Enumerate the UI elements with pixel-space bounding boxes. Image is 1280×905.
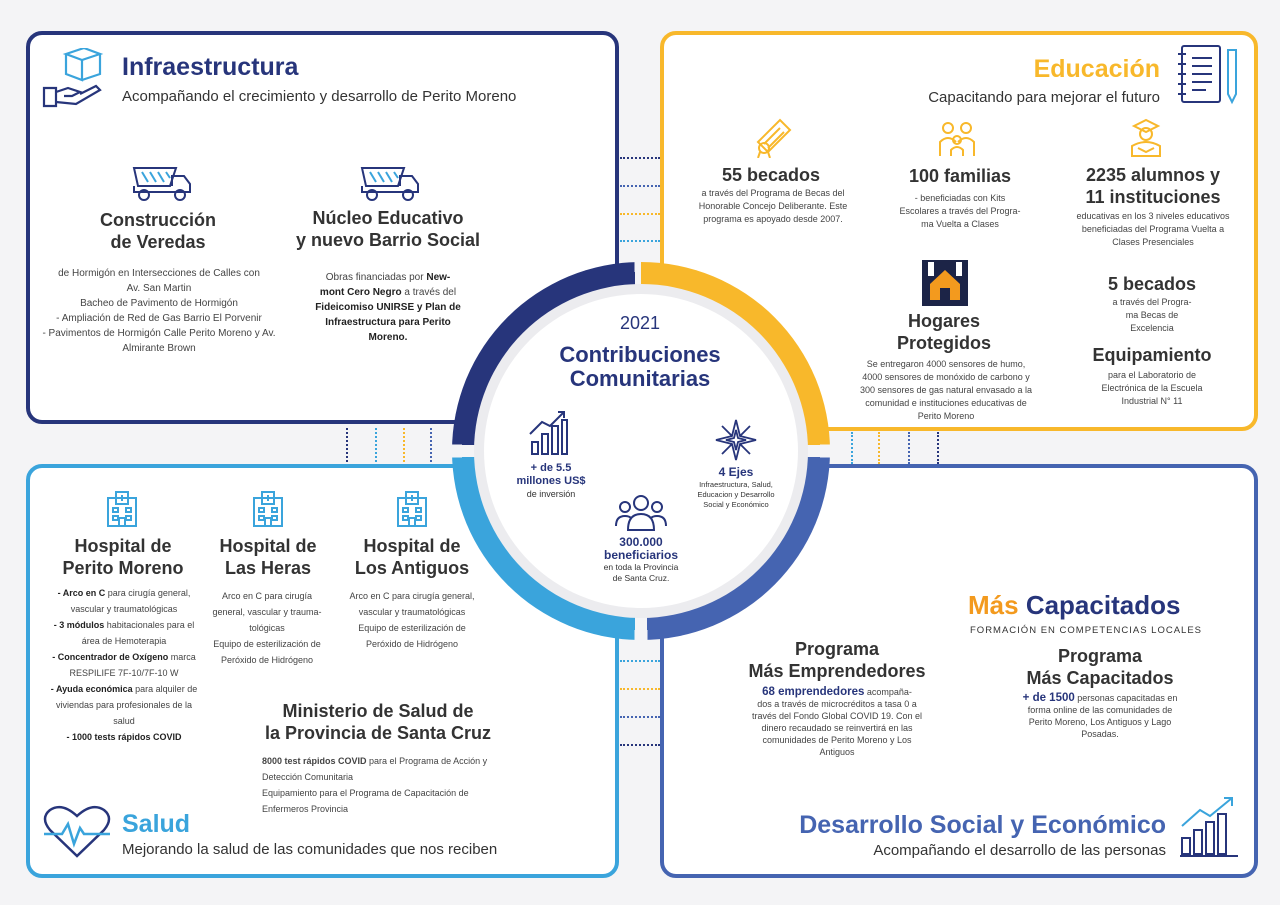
ministerio-text (262, 753, 522, 817)
text-bold: - Concentrador de Oxígeno (52, 652, 169, 662)
connector-dots (620, 213, 660, 215)
hospital-heras-heading (200, 535, 336, 579)
hospital-icon (394, 490, 430, 528)
text-run: marca (168, 652, 196, 662)
hospital-icon (250, 490, 286, 528)
people-group-icon (614, 494, 668, 532)
text-line: Escolares a través del Progra- (899, 206, 1021, 216)
text-bold: - 1000 tests rápidos COVID (66, 732, 182, 742)
ejes-stat (684, 464, 788, 510)
text-run: para el Programa de Acción y (366, 756, 488, 766)
center-title-2: Comunitarias (569, 366, 711, 391)
text-run: para cirugía general, (105, 588, 191, 598)
edu-title: Educación (1033, 55, 1160, 83)
text-line: Detección Comunitaria (262, 772, 354, 782)
text-line: dinero recaudado se reinvertirá en las (761, 723, 913, 733)
hospital-antiguos-text (336, 588, 488, 652)
text-line: Honorable Concejo Deliberante. Este (698, 201, 848, 211)
beneficiarios-stat (576, 536, 706, 584)
hogares-text (836, 358, 1056, 423)
heart-pulse-icon (42, 804, 112, 860)
text-line: de Hormigón en Intersecciones de Calles con (58, 268, 260, 279)
brand-word-1: Más (968, 590, 1019, 620)
text-run: viviendas para profesionales de la (55, 700, 193, 710)
programa-title-1: Programa (794, 639, 880, 659)
text-bold: - Arco en C (57, 588, 106, 598)
alumnos-heading (1060, 164, 1246, 208)
infra-subtitle: Acompañando el crecimiento y desarrollo de Perito Moreno (122, 88, 517, 105)
beneficiarios-line: en toda la Provincia (603, 562, 679, 572)
veredas-title-2: de Veredas (110, 232, 206, 252)
text-line: programa es apoyado desde 2007. (703, 214, 843, 224)
inversion-unit: millones US$ (516, 475, 586, 487)
hogares-title-1: Hogares (907, 311, 981, 331)
hogares-heading (874, 310, 1014, 354)
hospital-heras-text (194, 588, 340, 668)
center-title (520, 343, 760, 391)
box-hand-icon (42, 48, 104, 108)
connector-dots (620, 660, 660, 662)
hospital-antiguos-heading (344, 535, 480, 579)
nucleo-title-1: Núcleo Educativo (312, 208, 464, 228)
text-line: beneficiadas del Programa Vuelta a (1081, 224, 1225, 234)
text-line: ma Vuelta a Clases (921, 219, 999, 229)
family-icon (938, 120, 976, 158)
diploma-icon (752, 118, 794, 158)
programa-title-2: Más Capacitados (1026, 668, 1174, 688)
connector-dots (620, 716, 660, 718)
text-bold: 68 emprendedores (762, 686, 865, 698)
home-icon (922, 260, 968, 306)
connector-dots (851, 432, 853, 464)
text-line: a través del Programa de Becas del (701, 188, 845, 198)
text-line: Equipo de esterilización de (213, 639, 321, 649)
connector-dots (375, 428, 377, 462)
text-line: tológicas (249, 623, 285, 633)
text-line: Perito Moreno, Los Antiguos y Lago (1028, 717, 1172, 727)
text-line: Se entregaron 4000 sensores de humo, (866, 359, 1026, 369)
text-bold: Fideicomiso UNIRSE y Plan de (315, 302, 461, 313)
text-run: Obras financiadas por (325, 272, 427, 283)
nucleo-text (298, 270, 478, 345)
text-run: RESPILIFE 7F-10/7F-10 W (69, 668, 179, 678)
text-line: forma online de las comunidades de (1027, 705, 1173, 715)
center-title-1: Contribuciones (559, 342, 721, 367)
text-line: Posadas. (1081, 729, 1119, 739)
hogares-title-2: Protegidos (896, 333, 991, 353)
text-line: Av. San Martin (126, 283, 192, 294)
alumnos-title-2: 11 instituciones (1085, 187, 1221, 207)
alumnos-text (1060, 210, 1246, 249)
beneficiarios-line: de Santa Cruz. (612, 573, 670, 583)
social-title: Desarrollo Social y Económico (799, 811, 1166, 839)
ministerio-title-2: la Provincia de Santa Cruz (264, 723, 492, 743)
text-run: área de Hemoterapia (81, 636, 167, 646)
hospital-heras-title-1: Hospital de (219, 536, 317, 556)
text-line: Equipamiento para el Programa de Capacitación de (262, 788, 469, 798)
connector-dots (620, 744, 660, 746)
text-line: Arco en C para cirugía (221, 591, 313, 601)
text-bold: Moreno. (368, 332, 408, 343)
dump-truck-icon (132, 164, 192, 202)
programa-title-2: Más Emprendedores (748, 661, 926, 681)
text-line: para el Laboratorio de (1107, 370, 1197, 380)
year-label: 2021 (619, 313, 661, 333)
text-run: personas capacitadas en (1074, 693, 1178, 703)
text-line: Perito Moreno (917, 411, 975, 421)
infra-title: Infraestructura (122, 53, 299, 81)
equipamiento-text (1072, 369, 1232, 408)
ministerio-title-1: Ministerio de Salud de (282, 701, 474, 721)
text-bold: + de 1500 (1022, 692, 1075, 704)
text-line: - beneficiadas con Kits (914, 193, 1006, 203)
programa-capacitados-text (1000, 692, 1200, 740)
hospital-perito-heading (48, 535, 198, 579)
hospital-antiguos-title-1: Hospital de (363, 536, 461, 556)
inversion-value: + de 5.5 (530, 462, 572, 474)
hospital-antiguos-title-2: Los Antiguos (354, 558, 470, 578)
notebook-pencil-icon (1178, 44, 1242, 106)
connector-dots (403, 428, 405, 462)
text-bold: New- (426, 272, 451, 283)
equipamiento-title: Equipamiento (1092, 345, 1212, 365)
text-line: - Pavimentos de Hormigón Calle Perito Moreno y Av. (42, 328, 276, 339)
beneficiarios-label: beneficiarios (603, 548, 679, 562)
brand-tagline: FORMACIÓN EN COMPETENCIAS LOCALES (970, 625, 1203, 636)
ejes-value: 4 Ejes (718, 465, 754, 479)
connector-dots (620, 185, 660, 187)
text-run: acompaña- (864, 687, 912, 697)
alumnos-title-1: 2235 alumnos y (1085, 165, 1221, 185)
ejes-line: Educacion y Desarrollo (697, 490, 775, 499)
text-run: habitacionales para el (104, 620, 195, 630)
ejes-line: Social y Económico (703, 500, 769, 509)
text-line: ma Becas de (1125, 310, 1179, 320)
text-line: Almirante Brown (122, 343, 196, 354)
becados-5-title: 5 becados (1107, 274, 1197, 294)
student-icon (1128, 118, 1164, 158)
text-line: Enfermeros Provincia (262, 804, 349, 814)
veredas-text (28, 266, 290, 356)
edu-subtitle: Capacitando para mejorar el futuro (928, 89, 1160, 106)
text-bold: mont Cero Negro (319, 287, 402, 298)
text-line: Industrial N° 11 (1121, 396, 1183, 406)
social-subtitle: Acompañando el desarrollo de las personas (873, 842, 1166, 859)
text-line: educativas en los 3 niveles educativos (1076, 211, 1230, 221)
inversion-label: de inversión (526, 489, 576, 499)
text-bold: - 3 módulos (53, 620, 105, 630)
text-line: - Ampliación de Red de Gas Barrio El Porvenir (56, 313, 262, 324)
text-line: a través del Progra- (1112, 297, 1192, 307)
bar-growth-icon (528, 410, 568, 456)
hospital-perito-title-2: Perito Moreno (62, 558, 184, 578)
nucleo-heading (278, 207, 498, 251)
hospital-perito-title-1: Hospital de (74, 536, 172, 556)
growth-chart-icon (1178, 796, 1240, 858)
compass-star-icon (714, 418, 758, 462)
connector-dots (430, 428, 432, 462)
hospital-perito-text (26, 585, 222, 745)
text-run: salud (113, 716, 135, 726)
text-line: Peróxido de Hidrógeno (365, 639, 459, 649)
text-line: Electrónica de la Escuela (1101, 383, 1203, 393)
text-line: Arco en C para cirugía general, (349, 591, 475, 601)
programa-emprendedores-heading (730, 638, 944, 682)
text-line: general, vascular y trauma- (212, 607, 322, 617)
text-line: Peróxido de Hidrógeno (220, 655, 314, 665)
connector-dots (878, 432, 880, 464)
text-run: para alquiler de (132, 684, 198, 694)
veredas-title-1: Construcción (99, 210, 216, 230)
text-bold: Infraestructura para Perito (325, 317, 451, 328)
programa-emprendedores-text (732, 686, 942, 758)
text-line: vascular y traumatológicas (358, 607, 466, 617)
programa-capacitados-heading (1000, 645, 1200, 689)
connector-dots (620, 240, 660, 242)
becados-55-text (680, 187, 866, 226)
veredas-heading (58, 209, 258, 253)
becados-5-text (1082, 296, 1222, 335)
ejes-line: Infraestructura, Salud, (699, 480, 773, 489)
connector-dots (620, 688, 660, 690)
text-bold: - Ayuda económica (50, 684, 133, 694)
hospital-icon (104, 490, 140, 528)
text-line: 4000 sensores de monóxido de carbono y (862, 372, 1030, 382)
text-line: Clases Presenciales (1112, 237, 1194, 247)
inversion-stat (496, 462, 606, 501)
text-line: comunidad e instituciones educativas de (865, 398, 1027, 408)
familias-title: 100 familias (908, 166, 1012, 186)
text-line: comunidades de Perito Moreno y Los (762, 735, 912, 745)
text-bold: 8000 test rápidos COVID (262, 756, 367, 766)
programa-title-1: Programa (1057, 646, 1143, 666)
familias-text (880, 192, 1040, 231)
brand-word-2: Capacitados (1025, 590, 1181, 620)
beneficiarios-value: 300.000 (619, 535, 663, 549)
mas-capacitados-brand (968, 590, 1180, 621)
text-line: Equipo de esterilización de (358, 623, 466, 633)
text-run: a través del (401, 287, 457, 298)
connector-dots (346, 428, 348, 462)
becados-55-title: 55 becados (721, 165, 821, 185)
text-line: Excelencia (1130, 323, 1174, 333)
text-line: dos a través de microcréditos a tasa 0 a (757, 699, 917, 709)
dump-truck-icon (360, 164, 420, 202)
ministerio-heading (248, 700, 508, 744)
text-line: Bacheo de Pavimento de Hormigón (80, 298, 238, 309)
connector-dots (908, 432, 910, 464)
salud-title: Salud (122, 810, 191, 838)
connector-dots (620, 157, 660, 159)
text-line: 300 sensores de gas natural envasado a la (859, 385, 1033, 395)
hospital-heras-title-2: Las Heras (224, 558, 312, 578)
text-line: través del Fondo Global COVID 19. Con el (751, 711, 923, 721)
text-run: vascular y traumatológicas (70, 604, 178, 614)
nucleo-title-2: y nuevo Barrio Social (295, 230, 481, 250)
connector-dots (937, 432, 939, 464)
text-line: Antiguos (819, 747, 855, 757)
salud-subtitle: Mejorando la salud de las comunidades que nos reciben (122, 841, 498, 858)
